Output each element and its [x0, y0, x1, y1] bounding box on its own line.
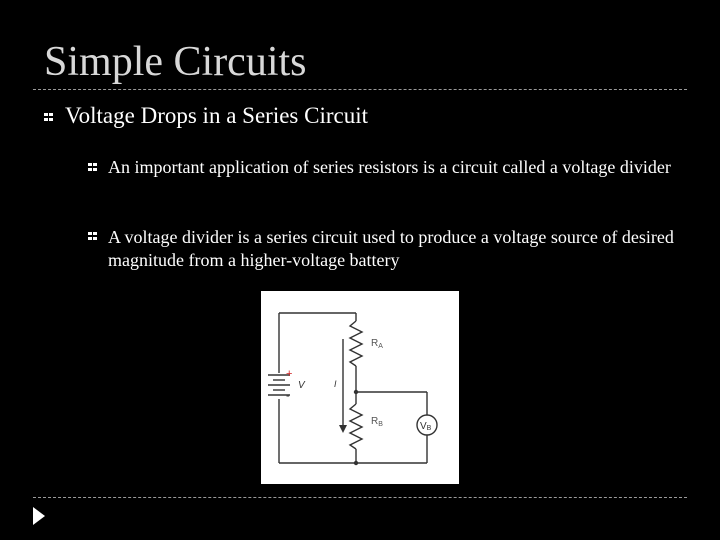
- battery-plus-label: +: [286, 368, 293, 380]
- svg-text:RB: [371, 416, 383, 428]
- title-divider: [33, 89, 687, 90]
- slide-title: Simple Circuits: [44, 39, 307, 85]
- battery-minus-label: -: [286, 390, 290, 402]
- level1-heading: Voltage Drops in a Series Circuit: [65, 103, 368, 128]
- voltage-label: V: [298, 380, 305, 391]
- bullet-text-1: An important application of series resistors is a circuit called a voltage divider: [108, 157, 671, 177]
- bullet-icon: [88, 163, 97, 171]
- bullet-icon: [44, 113, 53, 121]
- voltmeter-subscript: B: [426, 425, 432, 432]
- next-slide-arrow-icon[interactable]: [33, 507, 45, 530]
- footer-divider: [33, 497, 687, 498]
- bullet-icon: [88, 232, 97, 240]
- current-arrowhead: [339, 425, 347, 433]
- node-dot: [354, 461, 358, 465]
- svg-text:RA: [371, 338, 383, 350]
- resistor-b-subscript: B: [378, 421, 383, 428]
- node-dot: [354, 390, 358, 394]
- current-label: I: [334, 379, 337, 389]
- resistor-a-label: R: [371, 338, 379, 349]
- voltmeter-label: V: [420, 421, 427, 432]
- resistor-a-subscript: A: [378, 343, 383, 350]
- resistor-b-label: R: [371, 416, 379, 427]
- voltage-divider-diagram: [261, 291, 459, 484]
- bullet-text-2: A voltage divider is a series circuit used to produce a voltage source of desired magnitude from a higher-voltage battery: [108, 227, 674, 270]
